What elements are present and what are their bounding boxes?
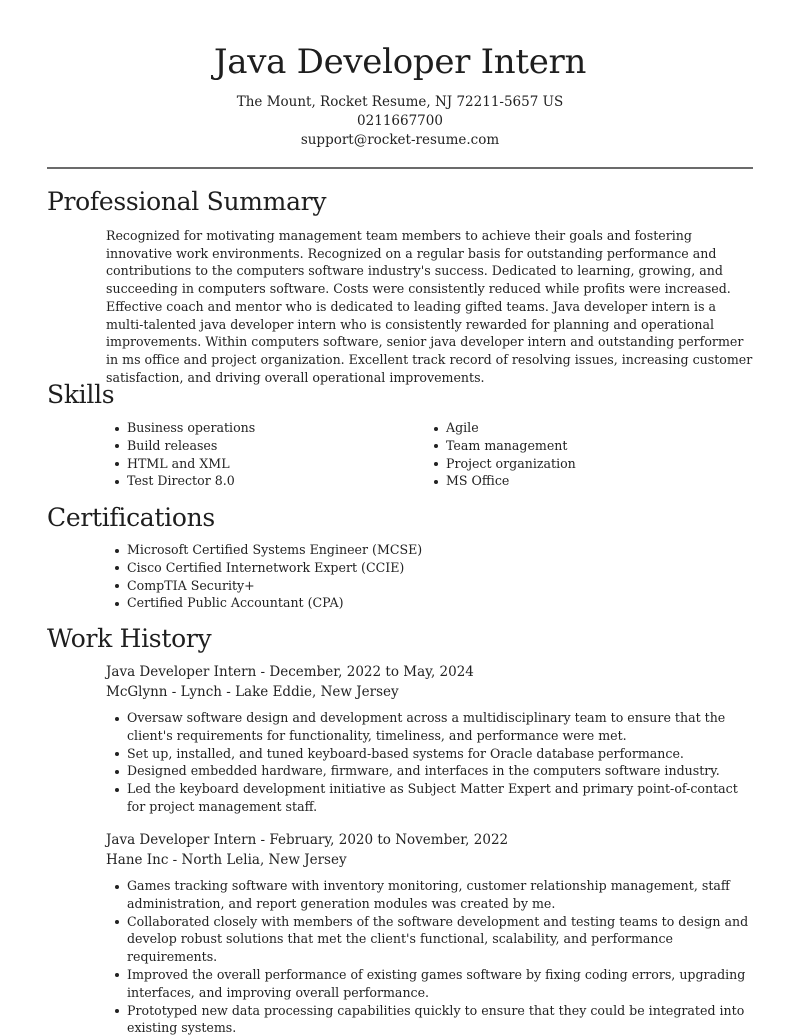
job-bullet: Oversaw software design and development across a multidisciplinary team to ensure that the client's requirements for functionality, timeliness, and performance were met. <box>106 709 756 745</box>
skill-item: Business operations <box>106 419 406 437</box>
skill-item: Team management <box>425 437 725 455</box>
section-title-certifications: Certifications <box>47 503 215 532</box>
job-bullets <box>106 877 756 1035</box>
certification-item: CompTIA Security+ <box>106 577 606 595</box>
job-title-line: Java Developer Intern - December, 2022 to May, 2024 <box>106 664 474 680</box>
job-title-line: Java Developer Intern - February, 2020 to November, 2022 <box>106 832 509 848</box>
job-company-line: McGlynn - Lynch - Lake Eddie, New Jersey <box>106 684 399 700</box>
header-divider <box>47 167 753 169</box>
skill-item: Agile <box>425 419 725 437</box>
skills-list-left <box>106 419 406 490</box>
skill-item: MS Office <box>425 472 725 490</box>
skills-list-right <box>425 419 725 490</box>
candidate-name: Java Developer Intern <box>213 42 587 82</box>
job-bullet: Designed embedded hardware, firmware, and interfaces in the computers software industry. <box>106 762 756 780</box>
contact-email[interactable]: support@rocket-resume.com <box>300 132 500 148</box>
certification-item: Certified Public Accountant (CPA) <box>106 594 606 612</box>
job-bullet: Games tracking software with inventory monitoring, customer relationship management, staff administration, and report generation modules was created by me. <box>106 877 756 913</box>
certifications-list <box>106 541 606 612</box>
summary-text: Recognized for motivating management team members to achieve their goals and fostering innovative work environments. Recognized on a regular basis for outstanding performance and contributions to the computers software industry's success. Dedicated to learning, growing, and succeeding in computers software. Costs were consistently reduced while profits were increased. Effective coach and mentor who is dedicated to leading gifted teams. Java developer intern is a multi-talented java developer intern who is consistently rewarded for planning and operational improvements. Within computers software, senior java developer intern and outstanding performer in ms office and project organization. Excellent track record of resolving issues, increasing customer satisfaction, and driving overall operational improvements. <box>106 228 753 385</box>
certification-item: Cisco Certified Internetwork Expert (CCIE) <box>106 559 606 577</box>
section-title-skills: Skills <box>47 380 115 409</box>
job-bullet: Led the keyboard development initiative as Subject Matter Expert and primary point-of-contact for project management staff. <box>106 780 756 816</box>
contact-address: The Mount, Rocket Resume, NJ 72211-5657 US <box>236 94 564 110</box>
section-title-summary: Professional Summary <box>47 187 327 216</box>
job-company-line: Hane Inc - North Lelia, New Jersey <box>106 852 347 868</box>
job-bullet: Improved the overall performance of existing games software by fixing coding errors, upgrading interfaces, and improving overall performance. <box>106 966 756 1002</box>
skill-item: Test Director 8.0 <box>106 472 406 490</box>
job-bullet: Prototyped new data processing capabilities quickly to ensure that they could be integrated into existing systems. <box>106 1002 756 1035</box>
skill-item: Build releases <box>106 437 406 455</box>
job-bullet: Collaborated closely with members of the software development and testing teams to design and develop robust solutions that met the client's functional, scalability, and performance requirements. <box>106 913 756 966</box>
job-bullets <box>106 709 756 816</box>
contact-phone: 0211667700 <box>357 113 443 129</box>
skill-item: Project organization <box>425 455 725 473</box>
certification-item: Microsoft Certified Systems Engineer (MCSE) <box>106 541 606 559</box>
section-title-work-history: Work History <box>47 624 212 653</box>
job-bullet: Set up, installed, and tuned keyboard-based systems for Oracle database performance. <box>106 745 756 763</box>
skill-item: HTML and XML <box>106 455 406 473</box>
